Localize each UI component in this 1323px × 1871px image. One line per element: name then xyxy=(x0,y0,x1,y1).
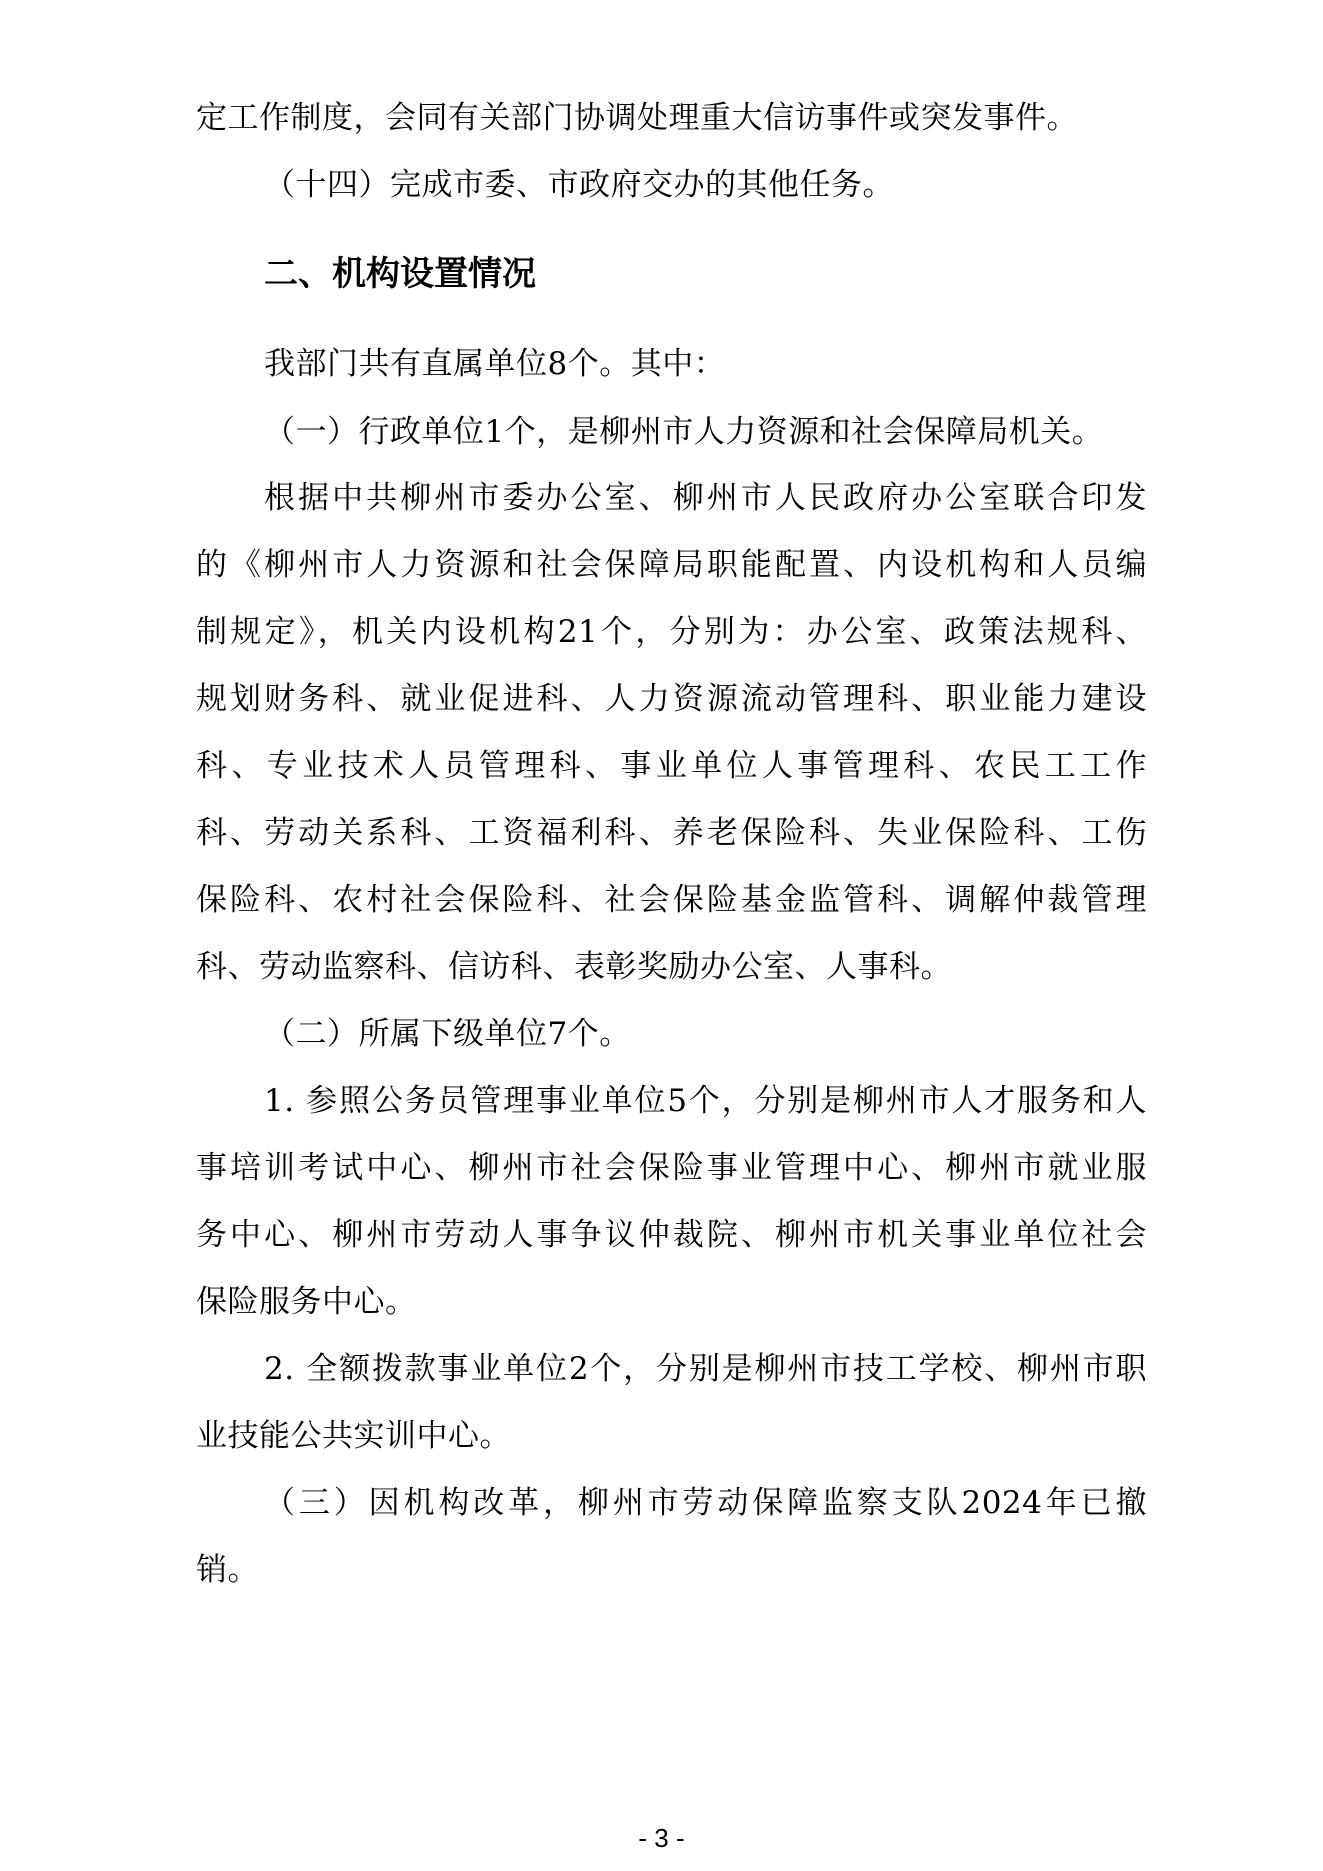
body-text-line: 业技能公共实训中心。 xyxy=(196,1418,511,1454)
body-text-line: 科、劳动监察科、信访科、表彰奖励办公室、人事科。 xyxy=(196,949,952,985)
body-text-line: 2. 全额拨款事业单位2个，分别是柳州市技工学校、柳州市职 xyxy=(264,1351,1147,1387)
section-heading: 二、机构设置情况 xyxy=(264,254,536,294)
body-text-line: 保险服务中心。 xyxy=(196,1284,417,1320)
body-text-line: （十四）完成市委、市政府交办的其他任务。 xyxy=(264,167,894,203)
body-text-line: 我部门共有直属单位8个。其中： xyxy=(264,346,726,382)
body-text-line: 根据中共柳州市委办公室、柳州市人民政府办公室联合印发 xyxy=(264,480,1147,516)
body-text-line: 务中心、柳州市劳动人事争议仲裁院、柳州市机关事业单位社会 xyxy=(196,1217,1147,1253)
body-text-line: 销。 xyxy=(196,1552,259,1588)
page-number: - 3 - xyxy=(638,1823,685,1853)
body-text-line: 事培训考试中心、柳州市社会保险事业管理中心、柳州市就业服 xyxy=(196,1150,1147,1186)
body-text-line: （一）行政单位1个，是柳州市人力资源和社会保障局机关。 xyxy=(264,414,1104,450)
body-text-line: 规划财务科、就业促进科、人力资源流动管理科、职业能力建设 xyxy=(196,681,1147,717)
body-text-line: 1. 参照公务员管理事业单位5个，分别是柳州市人才服务和人 xyxy=(264,1083,1147,1119)
body-text-line: 科、专业技术人员管理科、事业单位人事管理科、农民工工作 xyxy=(196,748,1147,784)
body-text-line: 定工作制度，会同有关部门协调处理重大信访事件或突发事件。 xyxy=(196,100,1078,136)
body-text-line: 的《柳州市人力资源和社会保障局职能配置、内设机构和人员编 xyxy=(196,547,1147,583)
body-text-line: （三）因机构改革，柳州市劳动保障监察支队2024年已撤 xyxy=(264,1485,1147,1521)
body-text-line: 制规定》，机关内设机构21个，分别为：办公室、政策法规科、 xyxy=(196,614,1147,650)
body-text-line: 科、劳动关系科、工资福利科、养老保险科、失业保险科、工伤 xyxy=(196,815,1147,851)
body-text-line: 保险科、农村社会保险科、社会保险基金监管科、调解仲裁管理 xyxy=(196,882,1147,918)
body-text-line: （二）所属下级单位7个。 xyxy=(264,1016,631,1052)
